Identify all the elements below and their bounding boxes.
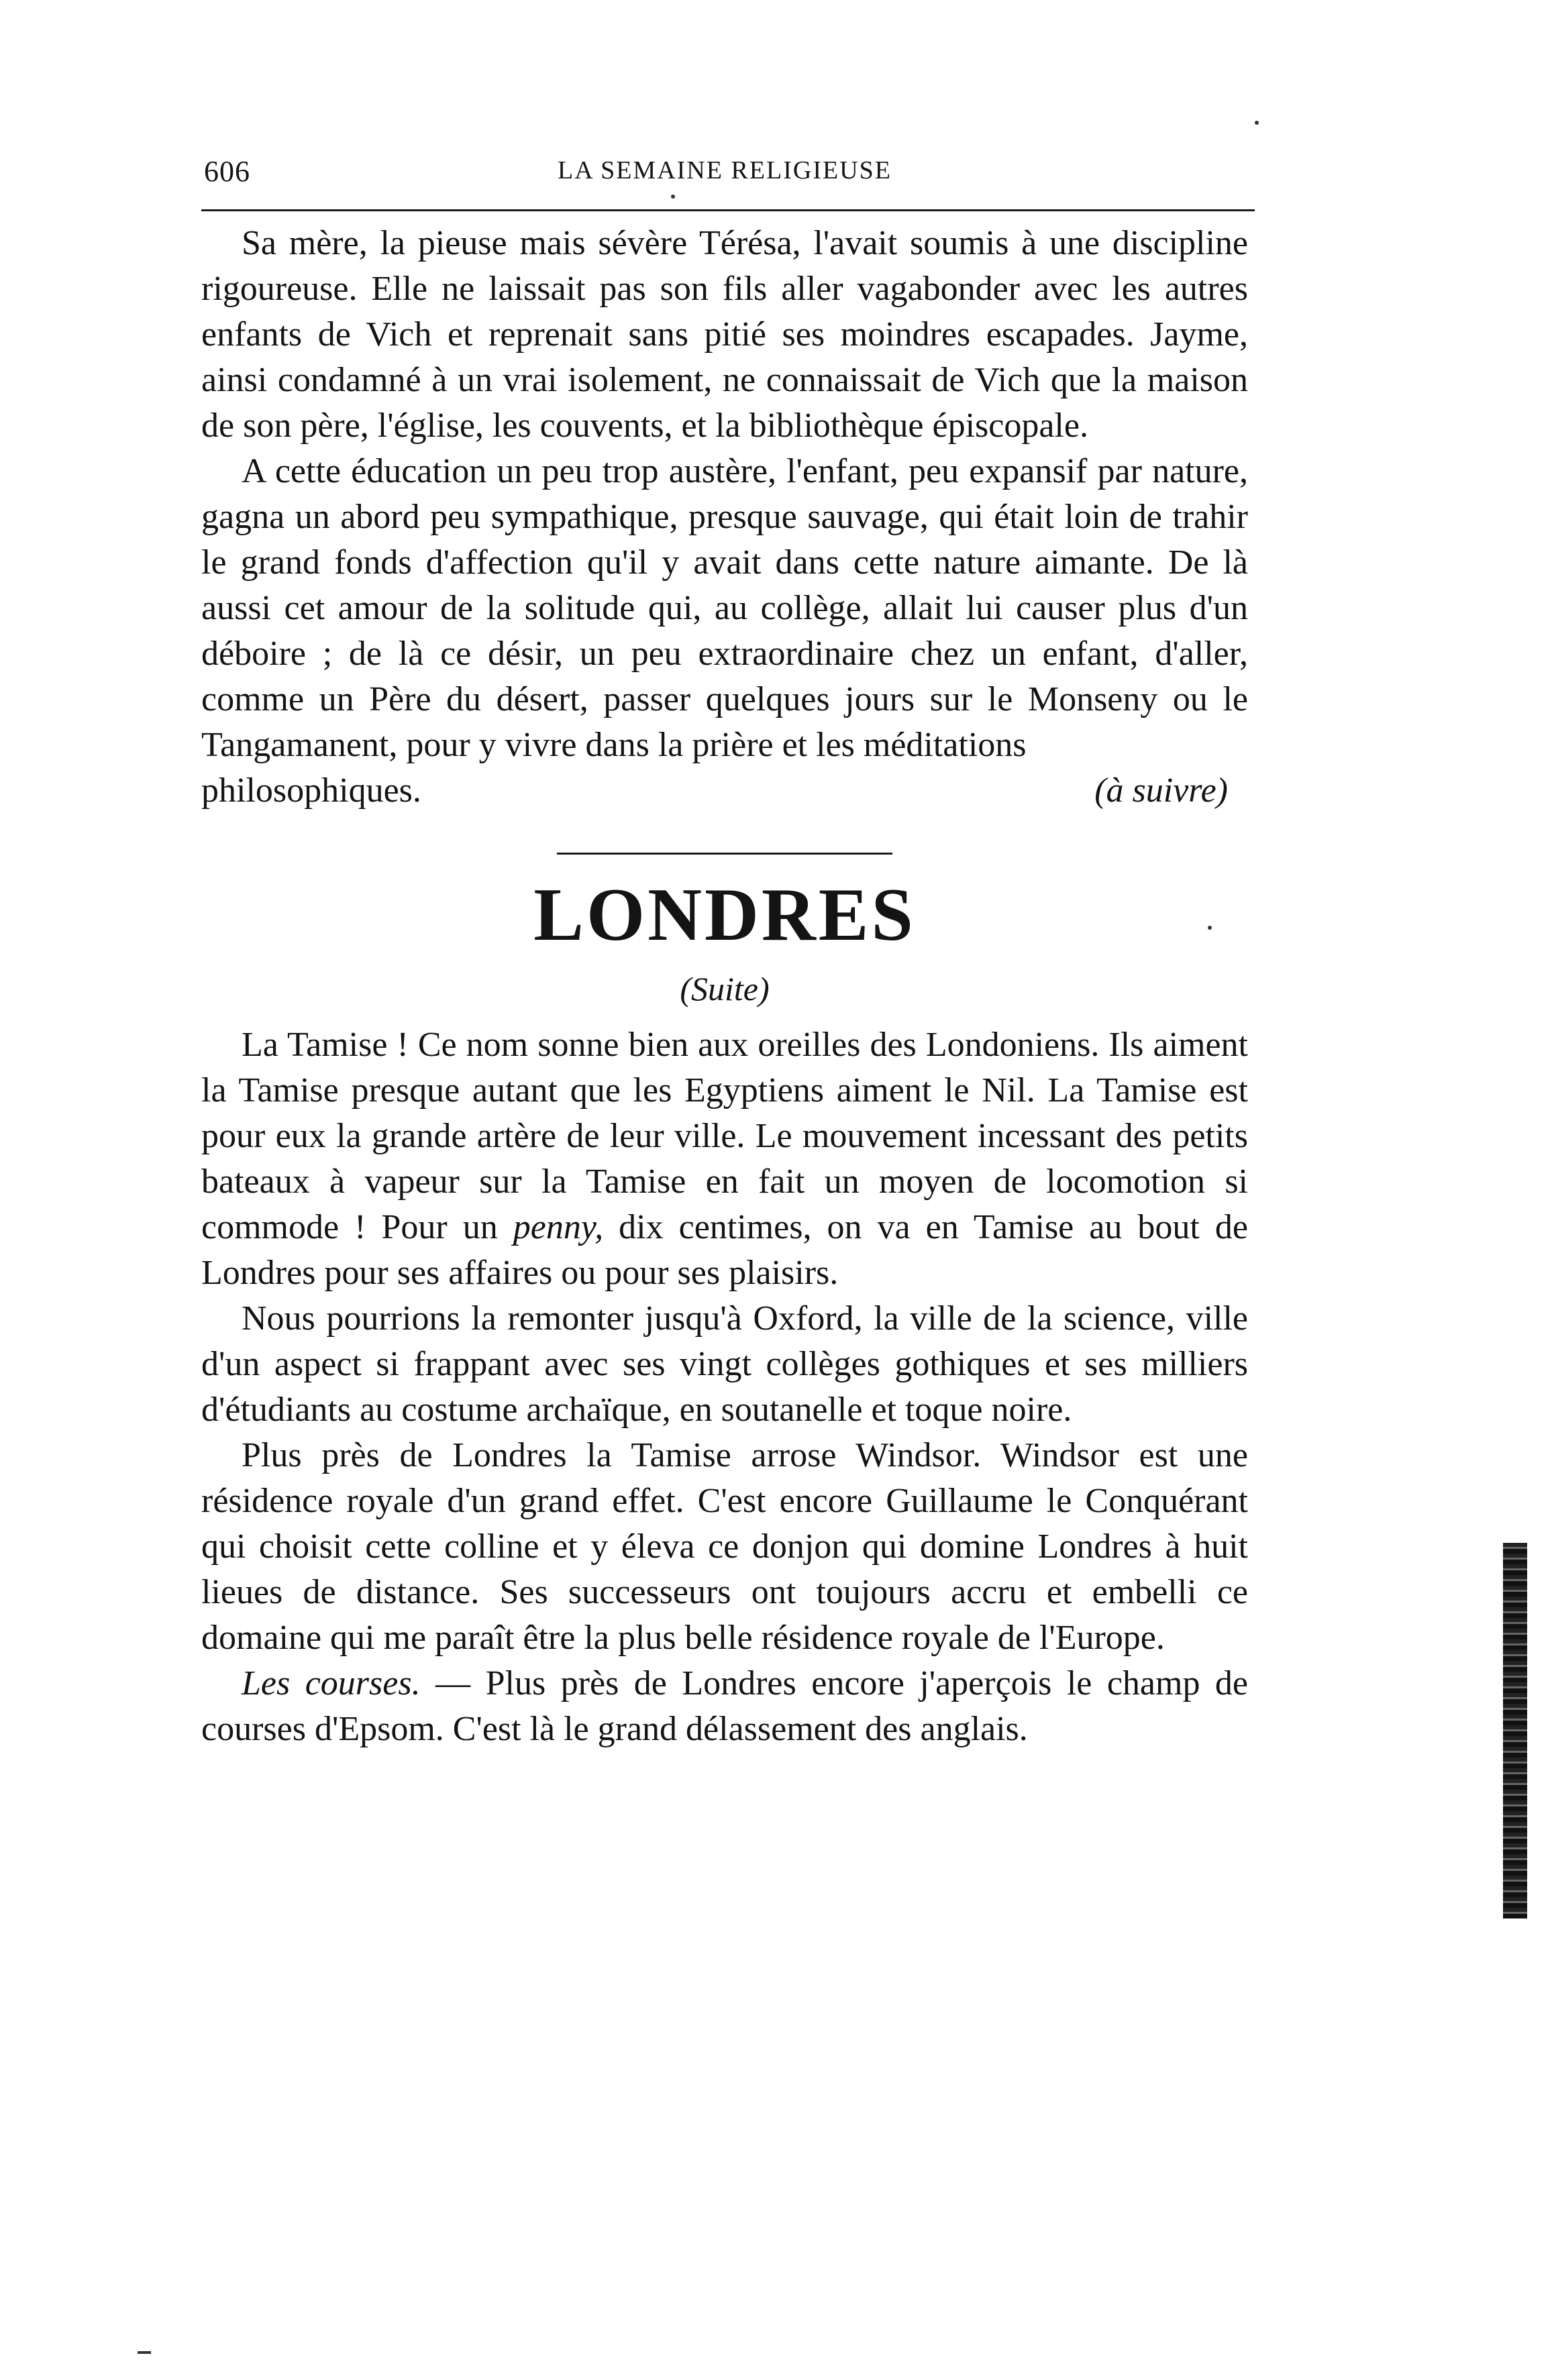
paragraph <box>201 1022 1248 1296</box>
article-londres <box>201 1022 1248 1752</box>
article-continued <box>201 221 1248 814</box>
running-head <box>201 154 1248 195</box>
to-be-continued: (à suivre) <box>1094 771 1228 810</box>
scan-speck <box>1208 926 1212 930</box>
closing-word: philosophiques. <box>201 771 421 810</box>
paragraph <box>201 1661 1248 1752</box>
scan-speck <box>1255 121 1259 125</box>
article-title: LONDRES <box>533 873 916 957</box>
closing-line <box>201 768 1248 814</box>
italic-word: penny, <box>513 1208 604 1246</box>
journal-title: LA SEMAINE RELIGIEUSE <box>558 156 892 184</box>
paragraph: Sa mère, la pieuse mais sévère Térésa, l'avait soumis à une discipline rigoureuse. Elle ne laissait pas son fils aller vagabonder avec les autres enfants de Vich et reprenait sans pitié ses moindres escapades. Jayme, ainsi condamné à un vrai isolement, ne connaissait de Vich que la maison de son père, l'église, les couvents, et la bibliothèque épiscopale. <box>201 224 1248 445</box>
page-number: 606 <box>204 155 250 188</box>
paragraph: A cette éducation un peu trop austère, l'enfant, peu expansif par nature, gagna un abord peu sympathique, presque sauvage, qui était loin de trahir le grand fonds d'affection qu'il y avait dans cette nature aimante. De là aussi cet amour de la solitude qui, au collège, allait lui causer plus d'un déboire ; de là ce désir, un peu extraordinaire chez un enfant, d'aller, comme un Père du désert, passer quelques jours sur le Monseny ou le Tangamanent, pour y vivre dans la prière et les méditations <box>201 452 1248 764</box>
paragraph-text: — Plus près de Londres encore j'aperçois le champ de courses d'Epsom. C'est là le grand délassement des anglais. <box>201 1664 1249 1748</box>
article-subtitle: (Suite) <box>680 970 770 1008</box>
paragraph-text: La Tamise ! Ce nom sonne bien aux oreilles des Londoniens. Ils aiment la Tamise presque autant que les Egyptiens aiment le Nil. La Tamise est pour eux la grande artère de leur ville. Le mouvement incessant des petits bateaux à vapeur sur la Tamise en fait un moyen de locomotion si commode ! Pour un <box>201 1026 1248 1246</box>
header-rule <box>201 209 1255 211</box>
scan-speck <box>671 195 675 199</box>
binding-edge-shadow <box>1503 1543 1527 1918</box>
paragraph: Plus près de Londres la Tamise arrose Windsor. Windsor est une résidence royale d'un grand effet. C'est encore Guillaume le Conquérant qui choisit cette colline et y éleva ce donjon qui domine Londres à huit lieues de distance. Ses successeurs ont toujours accru et embelli ce domaine qui me paraît être la plus belle résidence royale de l'Europe. <box>201 1436 1248 1657</box>
section-label: Les courses. <box>242 1664 421 1702</box>
scan-mark <box>138 2351 151 2354</box>
paragraph: Nous pourrions la remonter jusqu'à Oxford, la ville de la science, ville d'un aspect si frappant avec ses vingt collèges gothiques et ses milliers d'étudiants au costume archaïque, en soutanelle et toque noire. <box>201 1299 1248 1429</box>
section-divider <box>557 853 892 855</box>
document-page <box>201 154 1248 1752</box>
paragraph-text: dix centimes, on va en Tamise au bout de Londres pour ses affaires ou pour ses plaisirs. <box>201 1208 1249 1292</box>
